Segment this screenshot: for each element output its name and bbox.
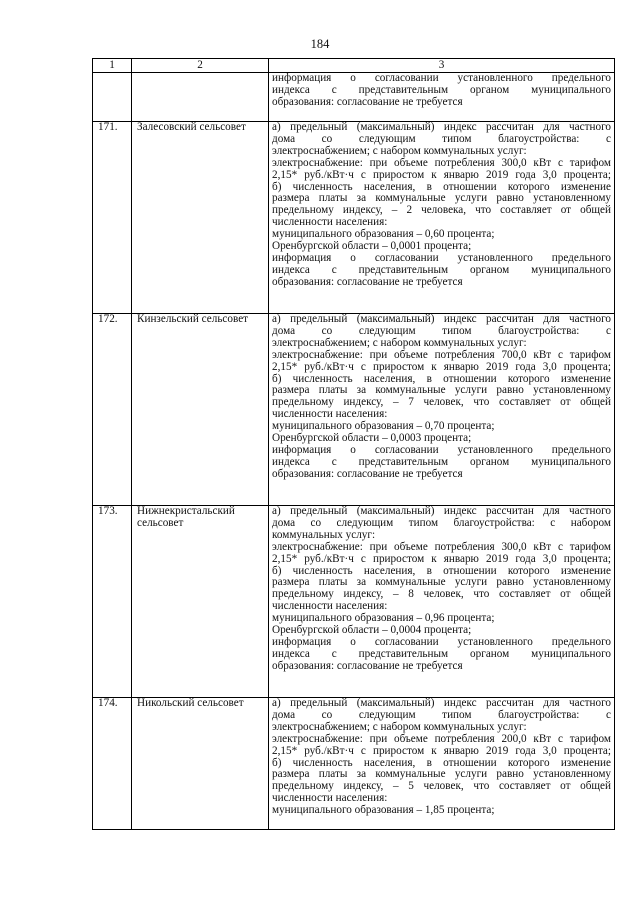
page-number: 184: [310, 37, 330, 51]
settlements-table: [92, 58, 615, 830]
text-line: 2,15* руб./кВт·ч с приростом к январю 2019 года 3,0 процента;: [272, 552, 611, 565]
row-text: [269, 314, 615, 506]
table-row: [93, 314, 615, 506]
table-row: [93, 698, 615, 830]
row-text: [269, 122, 615, 314]
text-line: предельному индексу, – 5 человек, что составляет от общей: [272, 780, 611, 793]
text-line: индекса с представительным органом муниципального: [272, 263, 611, 276]
row-number: 171.: [93, 122, 132, 314]
text-line: муниципального образования – 0,70 процента;: [272, 420, 495, 433]
text-line: б) численность населения, в отношении которого изменение: [272, 756, 611, 769]
text-line: информация о согласовании установленного предельного: [272, 72, 611, 84]
row-text: [269, 698, 615, 830]
text-line: размера платы за коммунальные услуги равно установленному: [272, 768, 611, 781]
text-line: Оренбургской области – 0,0004 процента;: [272, 624, 472, 637]
continuation-name: [132, 73, 269, 122]
text-line: а) предельный (максимальный) индекс рассчитан для частного: [272, 697, 611, 709]
text-line: муниципального образования – 0,96 процента;: [272, 612, 495, 625]
table-header-row: [93, 59, 615, 73]
text-line: б) численность населения, в отношении которого изменение: [272, 564, 611, 577]
text-line: образования: согласование не требуется: [272, 275, 463, 288]
text-line: предельному индексу, – 8 человек, что составляет от общей: [272, 588, 611, 601]
municipality-name: Нижнекристальский сельсовет: [132, 506, 269, 698]
municipality-name: Кинзельский сельсовет: [132, 314, 269, 506]
row-text: [269, 506, 615, 698]
row-number: 174.: [93, 698, 132, 830]
text-line: 2,15* руб./кВт·ч с приростом к январю 2019 года 3,0 процента;: [272, 744, 611, 757]
text-line: дома со следующим типом благоустройства: с: [272, 708, 611, 721]
header-col-3: 3: [269, 59, 615, 73]
text-line: численности населения:: [272, 792, 388, 805]
text-line: 2,15* руб./кВт·ч с приростом к январю 2019 года 3,0 процента;: [272, 168, 611, 181]
continuation-num: [93, 73, 132, 122]
text-line: предельному индексу, – 2 человека, что составляет от общей: [272, 204, 611, 217]
table-row-continuation: [93, 73, 615, 122]
text-line: муниципального образования – 1,85 процента;: [272, 804, 495, 817]
text-line: дома со следующим типом благоустройства: с набором: [272, 516, 611, 529]
header-col-2: 2: [132, 59, 269, 73]
text-line: муниципального образования – 0,60 процента;: [272, 228, 495, 241]
text-line: образования: согласование не требуется: [272, 467, 463, 480]
text-line: электроснабжением; с набором коммунальных услуг:: [272, 144, 527, 157]
text-line: информация о согласовании установленного предельного: [272, 635, 611, 648]
text-line: размера платы за коммунальные услуги равно установленному: [272, 384, 611, 397]
text-line: предельному индексу, – 7 человек, что составляет от общей: [272, 396, 611, 409]
text-line: электроснабжение: при объеме потребления 300,0 кВт с тарифом: [272, 156, 611, 169]
text-line: индекса с представительным органом муниципального: [272, 83, 611, 96]
municipality-name: Залесовский сельсовет: [132, 122, 269, 314]
text-line: б) численность населения, в отношении которого изменение: [272, 180, 611, 193]
row-number: 173.: [93, 506, 132, 698]
text-line: численности населения:: [272, 408, 388, 421]
text-line: дома со следующим типом благоустройства: с: [272, 132, 611, 145]
text-line: размера платы за коммунальные услуги равно установленному: [272, 576, 611, 589]
header-col-1: 1: [93, 59, 132, 73]
text-line: электроснабжение: при объеме потребления 200,0 кВт с тарифом: [272, 732, 611, 745]
row-number: 172.: [93, 314, 132, 506]
text-line: численности населения:: [272, 600, 388, 613]
text-line: 2,15* руб./кВт·ч с приростом к январю 2019 года 3,0 процента;: [272, 360, 611, 373]
text-line: а) предельный (максимальный) индекс рассчитан для частного: [272, 121, 611, 133]
text-line: электроснабжение: при объеме потребления 700,0 кВт с тарифом: [272, 348, 611, 361]
text-line: Оренбургской области – 0,0001 процента;: [272, 240, 472, 253]
text-line: а) предельный (максимальный) индекс рассчитан для частного: [272, 505, 611, 517]
table-row: [93, 122, 615, 314]
text-line: а) предельный (максимальный) индекс рассчитан для частного: [272, 313, 611, 325]
text-line: электроснабжением; с набором коммунальных услуг:: [272, 336, 527, 349]
municipality-name: Никольский сельсовет: [132, 698, 269, 830]
text-line: Оренбургской области – 0,0003 процента;: [272, 432, 472, 445]
text-line: индекса с представительным органом муниципального: [272, 455, 611, 468]
text-line: информация о согласовании установленного предельного: [272, 443, 611, 456]
text-line: дома со следующим типом благоустройства: с: [272, 324, 611, 337]
text-line: электроснабжение: при объеме потребления 300,0 кВт с тарифом: [272, 540, 611, 553]
text-line: индекса с представительным органом муниципального: [272, 647, 611, 660]
text-line: информация о согласовании установленного предельного: [272, 251, 611, 264]
text-line: размера платы за коммунальные услуги равно установленному: [272, 192, 611, 205]
text-line: коммунальных услуг:: [272, 528, 376, 541]
text-line: б) численность населения, в отношении которого изменение: [272, 372, 611, 385]
continuation-text: [269, 73, 615, 122]
text-line: образования: согласование не требуется: [272, 659, 463, 672]
table-row: [93, 506, 615, 698]
text-line: образования: согласование не требуется: [272, 95, 463, 108]
text-line: численности населения:: [272, 216, 388, 229]
text-line: электроснабжением; с набором коммунальных услуг:: [272, 720, 527, 733]
